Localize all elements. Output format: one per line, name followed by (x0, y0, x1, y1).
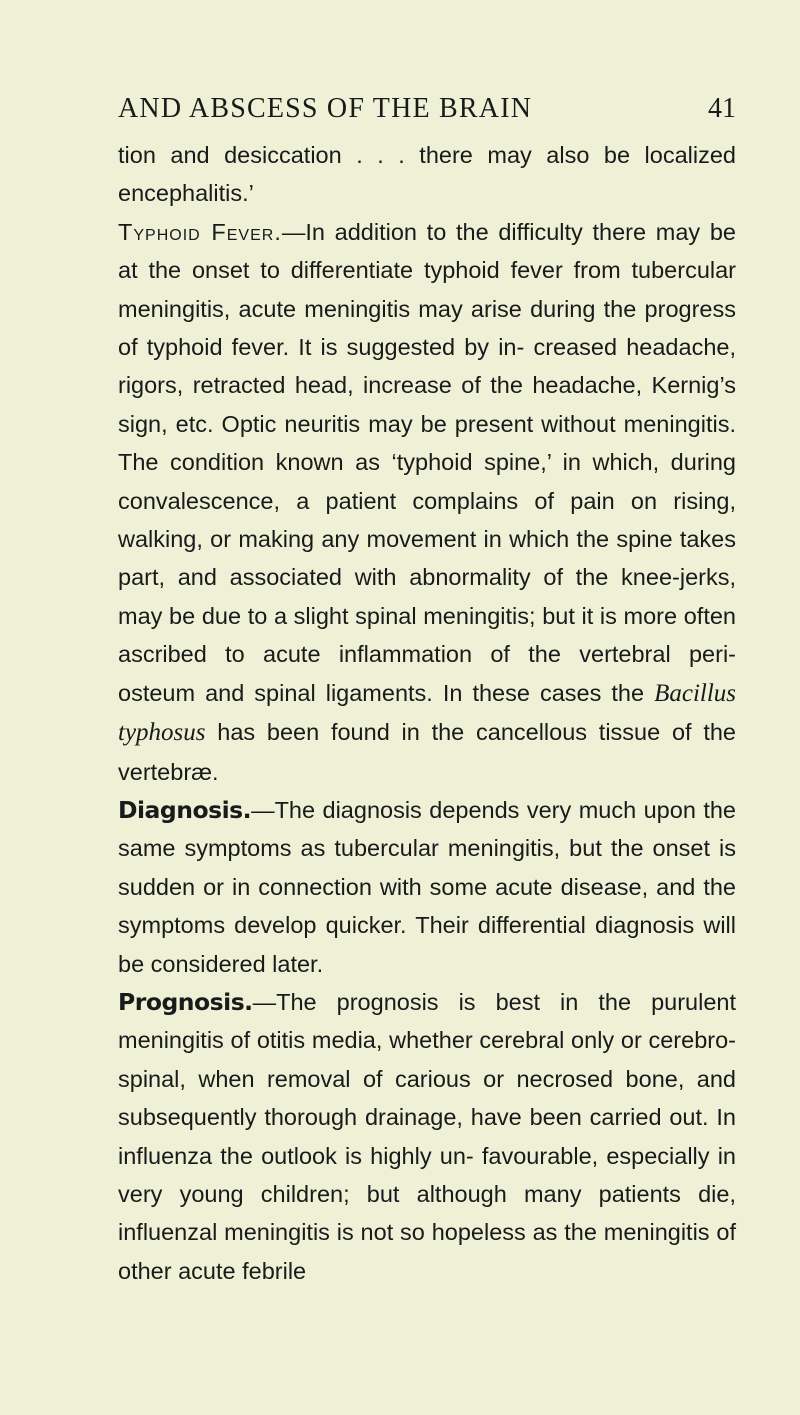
paragraph-text-continued: has been found in the cancellous tissue of the vertebræ. (118, 719, 736, 785)
paragraph-prognosis (118, 983, 736, 1290)
paragraph-typhoid-fever (118, 213, 736, 791)
paragraph-text: —In addition to the difficulty there may be at the onset to differentiate typhoid fever from tubercular meningitis, acute meningitis may arise during the progress of typhoid fever. It is suggested by in- creased headache, rigors, retracted head, increase of the headache, Kernig’s sign, etc. Optic neuritis may be present without meningitis. The condition known as ‘typhoid spine,’ in which, during convalescence, a patient complains of pain on rising, walking, or making any movement in which the spine takes part, and associated with abnormality of the knee-jerks, may be due to a slight spinal meningitis; but it is more often ascribed to acute inflammation of the vertebral peri- osteum and spinal ligaments. In these cases the (118, 218, 736, 706)
italic-species-name: Bacillus typhosus (118, 679, 737, 747)
paragraph-text: —The prognosis is best in the purulent meningitis of otitis media, whether cerebral only or cerebro-spinal, when removal of carious or necrosed bone, and subsequently thorough drainage, have been carried out. In influenza the outlook is highly un- favourable, especially in very young children; but although many patients die, influenzal meningitis is not so hopeless as the meningitis of other acute febrile (118, 988, 736, 1284)
paragraph-text: tion and desiccation . . . there may also be localized encephalitis.’ (118, 142, 736, 207)
paragraph-diagnosis (118, 791, 736, 983)
section-heading-prognosis: Prognosis. (118, 987, 253, 1016)
section-heading-typhoid-fever: Typhoid Fever. (118, 218, 282, 245)
page-number: 41 (708, 93, 736, 124)
body-text (118, 136, 736, 1290)
paragraph-encephalitis (118, 136, 736, 213)
running-head (118, 93, 736, 129)
running-title: AND ABSCESS OF THE BRAIN (118, 93, 533, 124)
paragraph-text: —The diagnosis depends very much upon the same symptoms as tubercular meningitis, but the onset is sudden or in connection with some acute disease, and the symptoms develop quicker. Their differential diagnosis will be considered later. (118, 796, 736, 977)
section-heading-diagnosis: Diagnosis. (118, 795, 252, 824)
